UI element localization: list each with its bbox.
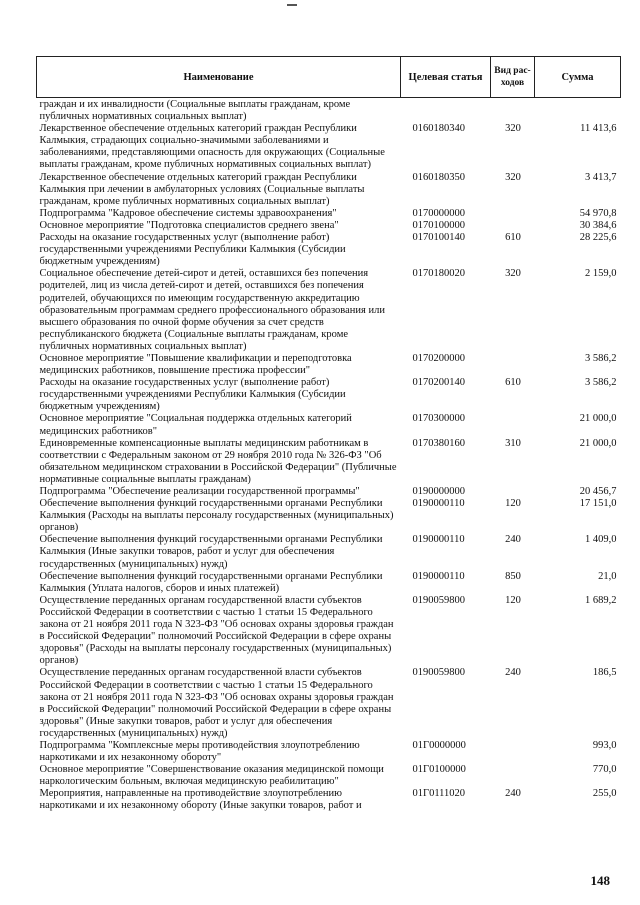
row-expense-type: [491, 208, 535, 220]
row-sum: 21,0: [598, 570, 617, 582]
table-row: [37, 438, 621, 486]
table-row: [37, 98, 621, 124]
row-name: Лекарственное обеспечение отдельных категорий граждан Республики Калмыкия, страдающих социально-значимыми заболеваниями и заболеваниями, представляющими опасность для окружающих (Социальные выплаты гражданам, кроме публичных нормативных социальных выплат): [39, 123, 385, 171]
table-row: [37, 208, 621, 220]
budget-table: [36, 56, 621, 813]
row-sum: 255,0: [592, 788, 617, 800]
header-code: Целевая статья: [401, 57, 491, 98]
row-expense-type: 610: [505, 377, 521, 389]
header-sum: Сумма: [535, 57, 621, 98]
row-name: Расходы на оказание государственных услуг (выполнение работ) государственными учреждениями Республики Калмыкия (Субсидии бюджетным учреждениям): [39, 377, 346, 413]
row-target-code: 0170000000: [412, 207, 465, 219]
row-sum: 20 456,7: [579, 486, 617, 497]
row-expense-type: 320: [505, 123, 521, 135]
row-sum: 54 970,8: [579, 207, 617, 219]
row-name: Подпрограмма "Кадровое обеспечение системы здравоохранения": [39, 207, 337, 219]
row-expense-type: 240: [505, 667, 521, 679]
table-row: [37, 268, 621, 353]
row-expense-type: 320: [505, 171, 521, 183]
table-header-row: [37, 57, 621, 98]
row-name: Осуществление переданных органам государственной власти субъектов Российской Федерации в соответствии с частью 1 статьи 15 Федерального закона от 21 ноября 2011 года N 323-ФЗ "Об основах охраны здоровья граждан в Российской Федерации" полномочий Российской Федерации в сфере охраны здоровья" (Иные закупки товаров, работ и услуг для обеспечения государственных (муниципальных) нужд): [39, 667, 394, 739]
table-row: [37, 740, 621, 764]
row-sum: 3 586,2: [585, 377, 617, 389]
table-row: [37, 667, 621, 740]
row-target-code: 0170200000: [412, 352, 465, 364]
row-target-code: 0190059800: [412, 594, 465, 606]
scan-mark: [287, 4, 297, 6]
row-target-code: 01Г0111020: [412, 788, 466, 800]
row-sum: [535, 98, 621, 124]
header-expense-type: Вид рас-ходов: [491, 57, 535, 98]
row-target-code: 0190000110: [412, 498, 465, 510]
row-expense-type: 120: [505, 594, 521, 606]
row-expense-type: 120: [505, 498, 521, 510]
row-name: Основное мероприятие "Повышение квалификации и переподготовка медицинских работников, повышение престижа профессии": [39, 352, 352, 377]
row-name: Осуществление переданных органам государственной власти субъектов Российской Федерации в соответствии с частью 1 статьи 15 Федерального закона от 21 ноября 2011 года N 323-ФЗ "Об основах охраны здоровья граждан в Российской Федерации" полномочий Российской Федерации в сфере охраны здоровья" (Расходы на выплаты персоналу государственных (муниципальных) органов): [39, 594, 394, 667]
row-name: Социальное обеспечение детей-сирот и детей, оставшихся без попечения родителей, лиц из числа детей-сирот и детей, оставшихся без попечения родителей, обучающихся по имеющим государственную аккредитацию образовательным программам среднего профессионального образования или высшего образования по очной форме обучения за счет средств республиканского бюджета (Социальные выплаты гражданам, кроме публичных нормативных социальных выплат): [39, 268, 385, 352]
table-row: [37, 353, 621, 377]
row-expense-type: [491, 764, 535, 788]
row-target-code: 0170200140: [412, 377, 465, 389]
row-name: граждан и их инвалидности (Социальные выплаты гражданам, кроме публичных нормативных социальных выплат): [39, 99, 351, 123]
row-sum: 770,0: [592, 764, 617, 776]
row-sum: 993,0: [592, 739, 617, 751]
table-row: [37, 764, 621, 788]
row-sum: 30 384,6: [579, 219, 617, 231]
row-expense-type: 240: [505, 788, 521, 800]
row-target-code: 01Г0100000: [412, 764, 466, 776]
row-name: Обеспечение выполнения функций государственными органами Республики Калмыкия (Расходы на выплаты персоналу государственных (муниципальных) органов): [39, 498, 394, 534]
row-expense-type: [491, 486, 535, 498]
row-name: Мероприятия, направленные на противодействие злоупотреблению наркотиками и их незаконному обороту (Иные закупки товаров, работ и: [39, 788, 362, 812]
row-name: Обеспечение выполнения функций государственными органами Республики Калмыкия (Иные закупки товаров, работ и услуг для обеспечения государственных (муниципальных) нужд): [39, 534, 383, 570]
row-sum: 17 151,0: [579, 498, 617, 510]
row-name: Подпрограмма "Обеспечение реализации государственной программы": [39, 486, 360, 497]
row-expense-type: 240: [505, 534, 521, 546]
row-name: Основное мероприятие "Подготовка специалистов среднего звена": [39, 219, 339, 231]
row-sum: 21 000,0: [579, 437, 617, 449]
row-name: Единовременные компенсационные выплаты медицинским работникам в соответствии с Федеральным законом от 29 ноября 2010 года № 326-ФЗ "Об обязательном медицинском страховании в Российской Федерации" (Публичные нормативные социальные выплаты гражданам): [39, 437, 397, 485]
row-target-code: 0170380160: [412, 437, 465, 449]
row-expense-type: 320: [505, 268, 521, 280]
row-sum: 3 586,2: [585, 352, 617, 364]
row-expense-type: 310: [505, 437, 521, 449]
row-expense-type: [491, 413, 535, 437]
row-target-code: 0190000110: [412, 534, 465, 546]
row-expense-type: 850: [505, 570, 521, 582]
row-name: Основное мероприятие "Социальная поддержка отдельных категорий медицинских работников": [39, 413, 352, 437]
row-target-code: 0170100140: [412, 232, 465, 244]
table-body: [37, 98, 621, 813]
row-name: Обеспечение выполнения функций государственными органами Республики Калмыкия (Уплата налогов, сборов и иных платежей): [39, 570, 383, 594]
table-row: [37, 534, 621, 570]
row-target-code: 01Г0000000: [412, 739, 466, 751]
row-target-code: 0170180020: [412, 268, 465, 280]
row-expense-type: [491, 353, 535, 377]
table-row: [37, 498, 621, 534]
row-target-code: 0160180350: [412, 171, 465, 183]
row-sum: 1 409,0: [585, 534, 617, 546]
row-expense-type: [491, 220, 535, 232]
page-number: 148: [590, 873, 610, 888]
table-row: [37, 123, 621, 171]
table-row: [37, 486, 621, 498]
row-expense-type: [491, 98, 535, 124]
row-sum: 3 413,7: [585, 171, 617, 183]
row-sum: 28 225,6: [579, 232, 617, 244]
table-row: [37, 220, 621, 232]
row-target-code: 0190059800: [412, 667, 465, 679]
row-sum: 1 689,2: [585, 594, 617, 606]
table-row: [37, 571, 621, 595]
table-row: [37, 377, 621, 413]
row-target-code: 0170300000: [412, 413, 465, 425]
row-name: Расходы на оказание государственных услуг (выполнение работ) государственными учреждениями Республики Калмыкия (Субсидии бюджетным учреждениям): [39, 232, 346, 268]
row-sum: 186,5: [592, 667, 617, 679]
row-name: Лекарственное обеспечение отдельных категорий граждан Республики Калмыкия при лечении в амбулаторных условиях (Социальные выплаты гражданам, кроме публичных нормативных социальных выплат): [39, 171, 365, 207]
row-sum: 11 413,6: [580, 123, 617, 135]
row-target-code: 0160180340: [412, 123, 465, 135]
table-row: [37, 595, 621, 668]
row-sum: 21 000,0: [579, 413, 617, 425]
table-row: [37, 413, 621, 437]
row-target-code: [401, 98, 491, 124]
row-sum: 2 159,0: [585, 268, 617, 280]
header-name: Наименование: [37, 57, 401, 98]
row-target-code: 0190000110: [412, 570, 465, 582]
table-row: [37, 172, 621, 208]
row-expense-type: 610: [505, 232, 521, 244]
row-target-code: 0170100000: [412, 219, 465, 231]
row-target-code: 0190000000: [412, 486, 465, 497]
table-row: [37, 232, 621, 268]
row-name: Подпрограмма "Комплексные меры противодействия злоупотреблению наркотиками и их незаконному обороту": [39, 739, 360, 764]
table-row: [37, 788, 621, 812]
row-name: Основное мероприятие "Совершенствование оказания медицинской помощи наркологическим больным, включая медицинскую реабилитацию": [39, 764, 384, 788]
row-expense-type: [491, 740, 535, 764]
